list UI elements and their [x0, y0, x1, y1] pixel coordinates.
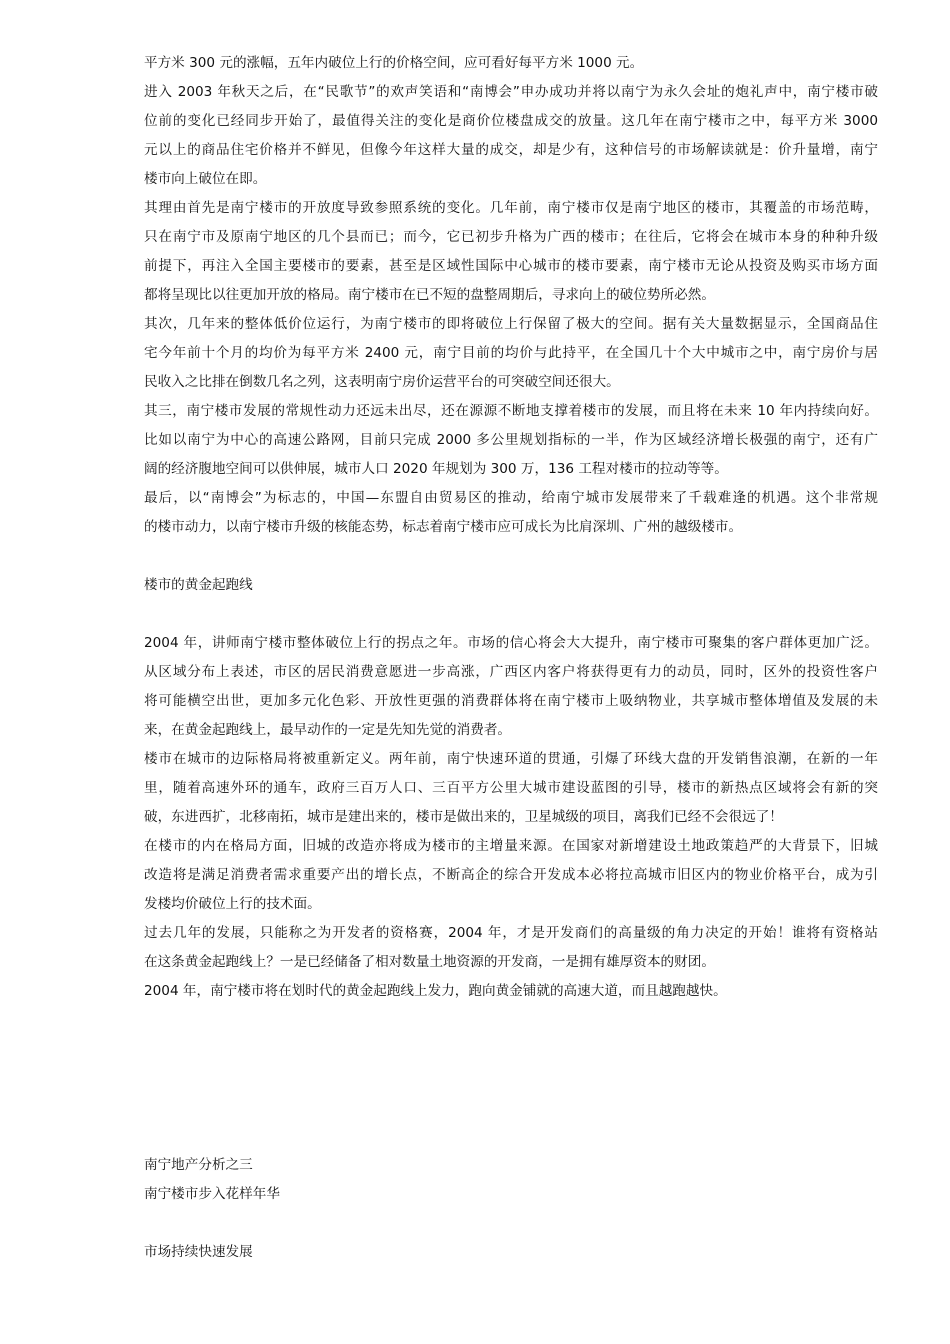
text-line: 其三，南宁楼市发展的常规性动力还远未出尽，还在源源不断地支撑着楼市的发展，而且将在未来 10 年内持续向好。	[144, 403, 878, 419]
text-line: 破，东进西扩，北移南拓，城市是建出来的，楼市是做出来的，卫星城级的项目，离我们已经不会很远了！	[144, 809, 783, 825]
spacer	[144, 1093, 878, 1122]
text-line: 里，随着高速外环的通车，政府三百万人口、三百平方公里大城市建设蓝图的引导，楼市的新热点区域将会有新的突	[144, 780, 878, 796]
text-line: 民收入之比排在倒数几名之列，这表明南宁房价运营平台的可突破空间还很大。	[144, 374, 620, 390]
text-line: 在楼市的内在格局方面，旧城的改造亦将成为楼市的主增量来源。在国家对新增建设土地政策趋严的大背景下，旧城	[144, 838, 878, 854]
text-line: 将可能横空出世，更加多元化色彩、开放性更强的消费群体将在南宁楼市上吸纳物业，共享城市整体增值及发展的未	[144, 693, 878, 709]
text-line: 都将呈现比以往更加开放的格局。南宁楼市在已不短的盘整周期后，寻求向上的破位势所必然。	[144, 287, 715, 303]
text-line: 前提下，再注入全国主要楼市的要素，甚至是区域性国际中心城市的楼市要素，南宁楼市无论从投资及购买市场方面	[144, 258, 878, 274]
text-line: 楼市在城市的边际格局将被重新定义。两年前，南宁快速环道的贯通，引爆了环线大盘的开发销售浪潮，在新的一年	[144, 751, 878, 767]
spacer	[144, 600, 878, 629]
text-line: 楼市向上破位在即。	[144, 171, 267, 187]
text-line: 平方米 300 元的涨幅，五年内破位上行的价格空间，应可看好每平方米 1000 元。	[144, 55, 644, 71]
text-line: 发楼均价破位上行的技术面。	[144, 896, 321, 912]
section-heading: 楼市的黄金起跑线	[144, 577, 253, 593]
spacer	[144, 542, 878, 571]
next-article-subheading: 市场持续快速发展	[144, 1244, 253, 1260]
text-line: 来，在黄金起跑线上，最早动作的一定是先知先觉的消费者。	[144, 722, 512, 738]
text-line: 位前的变化已经同步开始了，最值得关注的变化是商价位楼盘成交的放量。这几年在南宁楼市之中，每平方米 3000	[144, 113, 878, 129]
next-article-title: 南宁楼市步入花样年华	[144, 1186, 280, 1202]
text-line: 进入 2003 年秋天之后，在“民歌节”的欢声笑语和“南博会”申办成功并将以南宁为永久会址的炮礼声中，南宁楼市破	[144, 84, 878, 100]
text-line: 阔的经济腹地空间可以供伸展，城市人口 2020 年规划为 300 万，136 工程对楼市的拉动等等。	[144, 461, 728, 477]
spacer	[144, 1006, 878, 1093]
spacer	[144, 1122, 878, 1151]
article-block-2	[144, 629, 878, 1006]
text-line: 元以上的商品住宅价格并不鲜见，但像今年这样大量的成交，却是少有，这种信号的市场解读就是：价升量增，南宁	[144, 142, 878, 158]
article-block-1	[144, 49, 878, 542]
text-line: 其理由首先是南宁楼市的开放度导致参照系统的变化。几年前，南宁楼市仅是南宁地区的楼市，其覆盖的市场范畴，	[144, 200, 878, 216]
text-line: 过去几年的发展，只能称之为开发者的资格赛，2004 年，才是开发商们的高量级的角力决定的开始！谁将有资格站	[144, 925, 878, 941]
text-line: 在这条黄金起跑线上？一是已经储备了相对数量土地资源的开发商，一是拥有雄厚资本的财团。	[144, 954, 715, 970]
next-article-series: 南宁地产分析之三	[144, 1157, 253, 1173]
text-line: 2004 年，南宁楼市将在划时代的黄金起跑线上发力，跑向黄金铺就的高速大道，而且越跑越快。	[144, 983, 727, 999]
text-line: 比如以南宁为中心的高速公路网，目前只完成 2000 多公里规划指标的一半，作为区域经济增长极强的南宁，还有广	[144, 432, 878, 448]
text-line: 从区域分布上表述，市区的居民消费意愿进一步高涨，广西区内客户将获得更有力的动员，同时，区外的投资性客户	[144, 664, 878, 680]
spacer	[144, 1209, 878, 1238]
text-line: 其次，几年来的整体低价位运行，为南宁楼市的即将破位上行保留了极大的空间。据有关大量数据显示，全国商品住	[144, 316, 878, 332]
text-line: 改造将是满足消费者需求重要产出的增长点，不断高企的综合开发成本必将拉高城市旧区内的物业价格平台，成为引	[144, 867, 878, 883]
document-page	[144, 49, 878, 1267]
text-line: 宅今年前十个月的均价为每平方米 2400 元，南宁目前的均价与此持平，在全国几十个大中城市之中，南宁房价与居	[144, 345, 878, 361]
text-line: 只在南宁市及原南宁地区的几个县而已；而今，它已初步升格为广西的楼市；在往后，它将会在城市本身的种种升级	[144, 229, 878, 245]
text-line: 2004 年，讲师南宁楼市整体破位上行的拐点之年。市场的信心将会大大提升，南宁楼市可聚集的客户群体更加广泛。	[144, 635, 878, 651]
text-line: 的楼市动力，以南宁楼市升级的核能态势，标志着南宁楼市应可成长为比肩深圳、广州的越级楼市。	[144, 519, 743, 535]
text-line: 最后，以“南博会”为标志的，中国—东盟自由贸易区的推动，给南宁城市发展带来了千载难逢的机遇。这个非常规	[144, 490, 878, 506]
